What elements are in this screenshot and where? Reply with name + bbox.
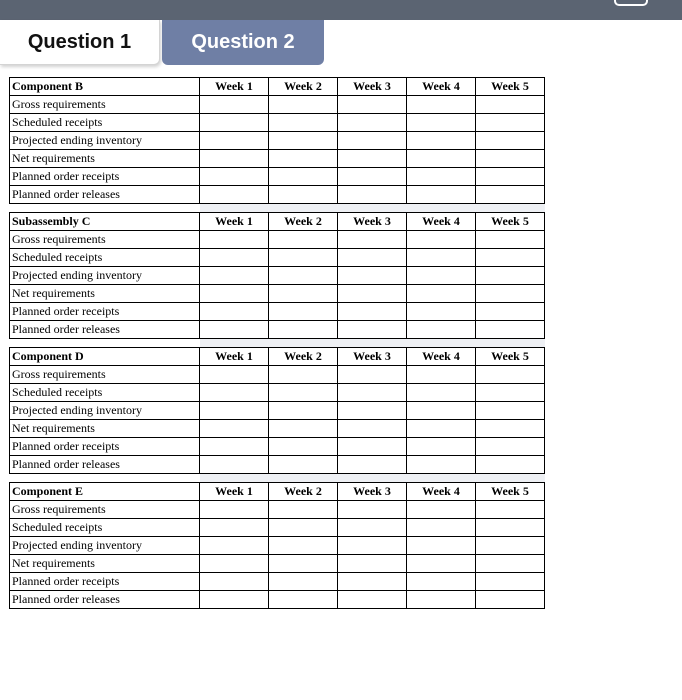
input-cell[interactable] (338, 519, 407, 537)
separator-cell (338, 474, 407, 483)
input-cell[interactable] (200, 438, 269, 456)
input-cell[interactable] (269, 555, 338, 573)
week-header: Week 3 (338, 213, 407, 231)
table-row (10, 267, 545, 285)
table-row (10, 366, 545, 384)
input-cell[interactable] (476, 438, 545, 456)
week-header: Week 3 (338, 348, 407, 366)
input-cell[interactable] (338, 114, 407, 132)
input-cell[interactable] (407, 285, 476, 303)
input-cell[interactable] (269, 420, 338, 438)
input-cell[interactable] (407, 384, 476, 402)
table-row (10, 168, 545, 186)
input-cell[interactable] (338, 168, 407, 186)
separator-cell (407, 474, 476, 483)
input-cell[interactable] (407, 591, 476, 609)
input-cell[interactable] (338, 438, 407, 456)
input-cell[interactable] (338, 231, 407, 249)
input-cell[interactable] (476, 96, 545, 114)
table-title: Component B (10, 78, 200, 96)
week-header: Week 5 (476, 78, 545, 96)
table-header-row (10, 213, 545, 231)
input-cell[interactable] (200, 303, 269, 321)
input-cell[interactable] (200, 402, 269, 420)
input-cell[interactable] (269, 501, 338, 519)
row-label: Planned order receipts (10, 438, 200, 456)
week-header: Week 5 (476, 213, 545, 231)
input-cell[interactable] (476, 168, 545, 186)
top-bar (0, 0, 682, 20)
table-separator (10, 339, 545, 348)
row-label: Projected ending inventory (10, 267, 200, 285)
table-row (10, 420, 545, 438)
input-cell[interactable] (200, 249, 269, 267)
input-cell[interactable] (200, 186, 269, 204)
input-cell[interactable] (476, 573, 545, 591)
input-cell[interactable] (269, 285, 338, 303)
row-label: Planned order releases (10, 186, 200, 204)
input-cell[interactable] (200, 267, 269, 285)
tab-question-1[interactable]: Question 1 (0, 20, 160, 65)
input-cell[interactable] (407, 456, 476, 474)
input-cell[interactable] (269, 186, 338, 204)
input-cell[interactable] (476, 321, 545, 339)
input-cell[interactable] (476, 519, 545, 537)
input-cell[interactable] (338, 267, 407, 285)
row-label: Planned order receipts (10, 573, 200, 591)
row-label: Projected ending inventory (10, 537, 200, 555)
row-label: Gross requirements (10, 366, 200, 384)
input-cell[interactable] (269, 114, 338, 132)
row-label: Scheduled receipts (10, 249, 200, 267)
separator-gap (10, 204, 200, 213)
input-cell[interactable] (476, 285, 545, 303)
row-label: Planned order receipts (10, 303, 200, 321)
input-cell[interactable] (476, 267, 545, 285)
input-cell[interactable] (407, 303, 476, 321)
input-cell[interactable] (476, 132, 545, 150)
table-row (10, 114, 545, 132)
tab-question-2[interactable]: Question 2 (162, 20, 324, 65)
input-cell[interactable] (269, 519, 338, 537)
input-cell[interactable] (407, 438, 476, 456)
row-label: Projected ending inventory (10, 132, 200, 150)
row-label: Planned order releases (10, 591, 200, 609)
table-row (10, 591, 545, 609)
table-row (10, 285, 545, 303)
separator-cell (338, 204, 407, 213)
input-cell[interactable] (269, 231, 338, 249)
week-header: Week 4 (407, 348, 476, 366)
week-header: Week 2 (269, 348, 338, 366)
input-cell[interactable] (407, 231, 476, 249)
row-label: Planned order releases (10, 321, 200, 339)
row-label: Scheduled receipts (10, 519, 200, 537)
input-cell[interactable] (338, 132, 407, 150)
table-title: Subassembly C (10, 213, 200, 231)
table-row (10, 150, 545, 168)
input-cell[interactable] (407, 573, 476, 591)
separator-gap (10, 339, 200, 348)
input-cell[interactable] (338, 573, 407, 591)
input-cell[interactable] (338, 321, 407, 339)
input-cell[interactable] (407, 249, 476, 267)
input-cell[interactable] (200, 168, 269, 186)
input-cell[interactable] (476, 114, 545, 132)
table-row (10, 501, 545, 519)
input-cell[interactable] (407, 132, 476, 150)
table-separator (10, 204, 545, 213)
input-cell[interactable] (269, 537, 338, 555)
input-cell[interactable] (407, 537, 476, 555)
input-cell[interactable] (407, 168, 476, 186)
input-cell[interactable] (476, 366, 545, 384)
table-header-row (10, 348, 545, 366)
row-label: Net requirements (10, 150, 200, 168)
input-cell[interactable] (476, 231, 545, 249)
table-row (10, 537, 545, 555)
input-cell[interactable] (476, 303, 545, 321)
week-header: Week 1 (200, 78, 269, 96)
week-header: Week 1 (200, 213, 269, 231)
input-cell[interactable] (476, 249, 545, 267)
input-cell[interactable] (476, 501, 545, 519)
input-cell[interactable] (200, 537, 269, 555)
separator-cell (476, 339, 545, 348)
separator-cell (200, 339, 269, 348)
input-cell[interactable] (200, 366, 269, 384)
row-label: Planned order receipts (10, 168, 200, 186)
input-cell[interactable] (476, 537, 545, 555)
table-row (10, 132, 545, 150)
separator-cell (476, 204, 545, 213)
row-label: Scheduled receipts (10, 114, 200, 132)
input-cell[interactable] (269, 168, 338, 186)
input-cell[interactable] (407, 114, 476, 132)
menu-button[interactable] (614, 0, 648, 6)
table-header-row (10, 483, 545, 501)
week-header: Week 5 (476, 483, 545, 501)
input-cell[interactable] (200, 456, 269, 474)
separator-cell (269, 339, 338, 348)
table-row (10, 249, 545, 267)
input-cell[interactable] (200, 573, 269, 591)
input-cell[interactable] (269, 591, 338, 609)
table-row (10, 303, 545, 321)
input-cell[interactable] (269, 573, 338, 591)
week-header: Week 2 (269, 483, 338, 501)
week-header: Week 5 (476, 348, 545, 366)
input-cell[interactable] (338, 303, 407, 321)
week-header: Week 1 (200, 348, 269, 366)
input-cell[interactable] (476, 186, 545, 204)
table-row (10, 456, 545, 474)
input-cell[interactable] (338, 366, 407, 384)
input-cell[interactable] (476, 456, 545, 474)
separator-gap (10, 474, 200, 483)
input-cell[interactable] (338, 456, 407, 474)
input-cell[interactable] (269, 321, 338, 339)
input-cell[interactable] (269, 267, 338, 285)
input-cell[interactable] (407, 186, 476, 204)
mrp-table (9, 77, 545, 609)
row-label: Gross requirements (10, 96, 200, 114)
table-header-row (10, 78, 545, 96)
mrp-worksheet (9, 77, 539, 609)
input-cell[interactable] (338, 537, 407, 555)
input-cell[interactable] (407, 501, 476, 519)
week-header: Week 1 (200, 483, 269, 501)
input-cell[interactable] (200, 555, 269, 573)
input-cell[interactable] (200, 420, 269, 438)
input-cell[interactable] (200, 384, 269, 402)
input-cell[interactable] (338, 402, 407, 420)
input-cell[interactable] (338, 150, 407, 168)
input-cell[interactable] (200, 231, 269, 249)
table-row (10, 384, 545, 402)
input-cell[interactable] (338, 285, 407, 303)
input-cell[interactable] (200, 519, 269, 537)
input-cell[interactable] (269, 366, 338, 384)
input-cell[interactable] (476, 420, 545, 438)
input-cell[interactable] (269, 132, 338, 150)
separator-cell (200, 474, 269, 483)
input-cell[interactable] (407, 150, 476, 168)
input-cell[interactable] (269, 456, 338, 474)
separator-cell (269, 204, 338, 213)
week-header: Week 2 (269, 213, 338, 231)
table-row (10, 321, 545, 339)
input-cell[interactable] (200, 114, 269, 132)
input-cell[interactable] (407, 519, 476, 537)
input-cell[interactable] (269, 96, 338, 114)
input-cell[interactable] (407, 402, 476, 420)
input-cell[interactable] (200, 132, 269, 150)
week-header: Week 4 (407, 213, 476, 231)
row-label: Planned order releases (10, 456, 200, 474)
separator-cell (407, 204, 476, 213)
input-cell[interactable] (476, 591, 545, 609)
input-cell[interactable] (200, 150, 269, 168)
input-cell[interactable] (200, 285, 269, 303)
table-title: Component D (10, 348, 200, 366)
input-cell[interactable] (200, 591, 269, 609)
input-cell[interactable] (269, 438, 338, 456)
table-row (10, 231, 545, 249)
input-cell[interactable] (407, 420, 476, 438)
table-row (10, 186, 545, 204)
input-cell[interactable] (476, 150, 545, 168)
input-cell[interactable] (338, 591, 407, 609)
week-header: Week 2 (269, 78, 338, 96)
table-row (10, 555, 545, 573)
input-cell[interactable] (407, 96, 476, 114)
row-label: Scheduled receipts (10, 384, 200, 402)
input-cell[interactable] (269, 384, 338, 402)
row-label: Net requirements (10, 555, 200, 573)
input-cell[interactable] (269, 303, 338, 321)
input-cell[interactable] (407, 366, 476, 384)
input-cell[interactable] (200, 501, 269, 519)
row-label: Net requirements (10, 420, 200, 438)
row-label: Gross requirements (10, 231, 200, 249)
row-label: Net requirements (10, 285, 200, 303)
separator-cell (269, 474, 338, 483)
input-cell[interactable] (476, 402, 545, 420)
table-row (10, 96, 545, 114)
input-cell[interactable] (200, 96, 269, 114)
separator-cell (476, 474, 545, 483)
week-header: Week 3 (338, 78, 407, 96)
table-title: Component E (10, 483, 200, 501)
table-row (10, 519, 545, 537)
table-row (10, 402, 545, 420)
week-header: Week 4 (407, 483, 476, 501)
input-cell[interactable] (338, 96, 407, 114)
input-cell[interactable] (338, 555, 407, 573)
input-cell[interactable] (200, 321, 269, 339)
table-row (10, 573, 545, 591)
input-cell[interactable] (338, 420, 407, 438)
input-cell[interactable] (476, 384, 545, 402)
week-header: Week 3 (338, 483, 407, 501)
input-cell[interactable] (476, 555, 545, 573)
separator-cell (338, 339, 407, 348)
input-cell[interactable] (338, 186, 407, 204)
row-label: Gross requirements (10, 501, 200, 519)
input-cell[interactable] (338, 384, 407, 402)
input-cell[interactable] (269, 249, 338, 267)
input-cell[interactable] (338, 249, 407, 267)
input-cell[interactable] (407, 555, 476, 573)
row-label: Projected ending inventory (10, 402, 200, 420)
input-cell[interactable] (407, 267, 476, 285)
table-separator (10, 474, 545, 483)
input-cell[interactable] (338, 501, 407, 519)
table-row (10, 438, 545, 456)
input-cell[interactable] (407, 321, 476, 339)
week-header: Week 4 (407, 78, 476, 96)
input-cell[interactable] (269, 150, 338, 168)
separator-cell (407, 339, 476, 348)
separator-cell (200, 204, 269, 213)
input-cell[interactable] (269, 402, 338, 420)
